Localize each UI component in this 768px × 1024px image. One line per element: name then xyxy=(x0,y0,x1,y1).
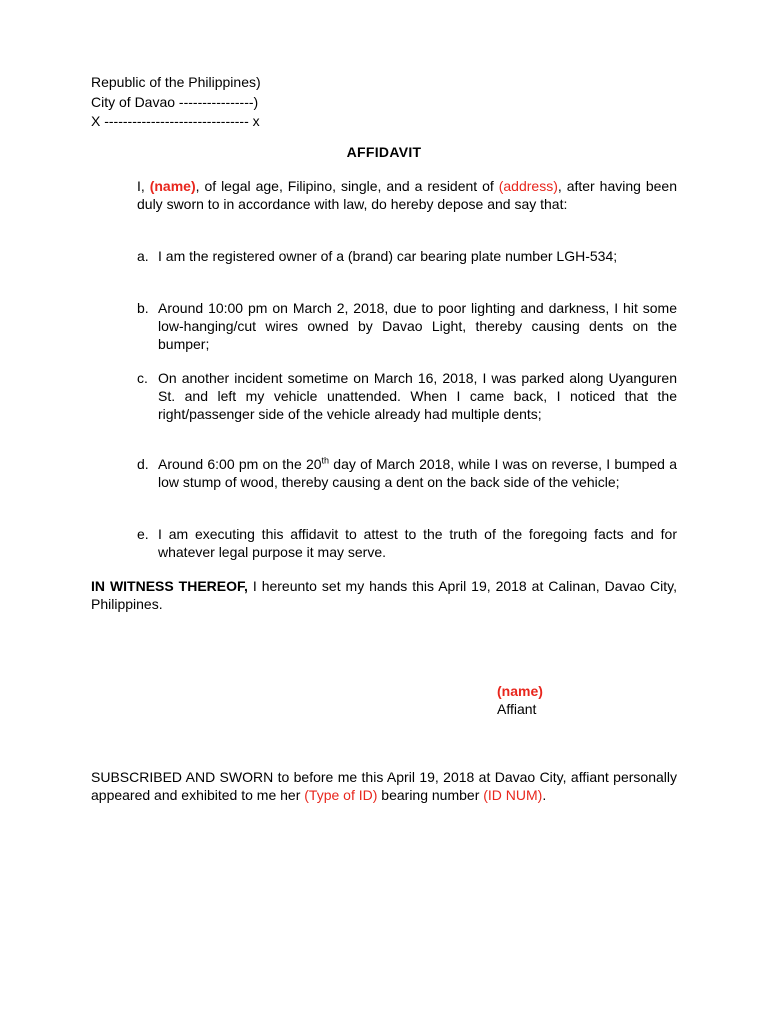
caption-republic: Republic of the Philippines) xyxy=(91,74,261,90)
intro-text-1: I, xyxy=(137,178,150,194)
case-caption xyxy=(91,73,391,132)
affiant-name-placeholder: (name) xyxy=(149,178,196,194)
witness-paragraph xyxy=(91,577,677,613)
list-item-text: On another incident sometime on March 16, 2018, I was parked along Uyanguren St. and left my vehicle unattended. When I came back, I noticed that the right/passenger side of the vehicle already had multiple dents; xyxy=(158,370,677,422)
intro-text-2: , of legal age, Filipino, single, and a resident of xyxy=(195,178,499,194)
intro-paragraph xyxy=(137,177,677,213)
list-item-e xyxy=(137,525,677,561)
list-item-text: Around 10:00 pm on March 2, 2018, due to poor lighting and darkness, I hit some low-hanging/cut wires owned by Davao Light, thereby causing dents on the bumper; xyxy=(158,300,677,352)
list-item-text-pre: Around 6:00 pm on the 20 xyxy=(158,456,322,472)
caption-separator: X ------------------------------- x xyxy=(91,113,260,129)
signature-block xyxy=(497,682,647,718)
list-marker: a. xyxy=(137,248,149,264)
list-item-a xyxy=(137,247,677,265)
list-marker: d. xyxy=(137,456,149,472)
list-item-c xyxy=(137,369,677,423)
jurat-text-3: . xyxy=(542,787,547,803)
ordinal-suffix: th xyxy=(321,455,330,466)
id-type-placeholder: (Type of ID) xyxy=(304,787,378,803)
list-item-text-post: day of March 2018, while I was on reverse, I bumped a low stump of wood, thereby causing a dent on the back side of the vehicle; xyxy=(158,456,677,490)
witness-text: I hereunto set my hands this April 19, 2018 at Calinan, Davao City, Philippines. xyxy=(91,578,677,612)
list-marker: e. xyxy=(137,526,149,542)
jurat-text-1: SUBSCRIBED AND SWORN to before me this April 19, 2018 at Davao City, affiant personally appeared and exhibited to me her xyxy=(91,769,677,803)
signature-name-placeholder: (name) xyxy=(497,683,543,699)
jurat-paragraph xyxy=(91,768,677,804)
id-number-placeholder: (ID NUM) xyxy=(483,787,543,803)
list-item-text: I am executing this affidavit to attest to the truth of the foregoing facts and for whatever legal purpose it may serve. xyxy=(158,526,677,560)
caption-city: City of Davao ----------------) xyxy=(91,93,259,110)
address-placeholder: (address) xyxy=(498,178,558,194)
intro-text-3: , after having been duly sworn to in accordance with law, do hereby depose and say that: xyxy=(137,178,677,212)
list-item-b xyxy=(137,299,677,353)
signature-role: Affiant xyxy=(497,701,537,717)
list-marker: c. xyxy=(137,370,148,386)
jurat-text-2: bearing number xyxy=(377,787,484,803)
document-title: AFFIDAVIT xyxy=(346,144,422,160)
list-item-text xyxy=(158,455,677,491)
list-item-text: I am the registered owner of a (brand) car bearing plate number LGH-534; xyxy=(158,248,618,264)
list-marker: b. xyxy=(137,300,149,316)
list-item-d xyxy=(137,455,677,491)
witness-lead: IN WITNESS THEREOF, xyxy=(91,578,248,594)
